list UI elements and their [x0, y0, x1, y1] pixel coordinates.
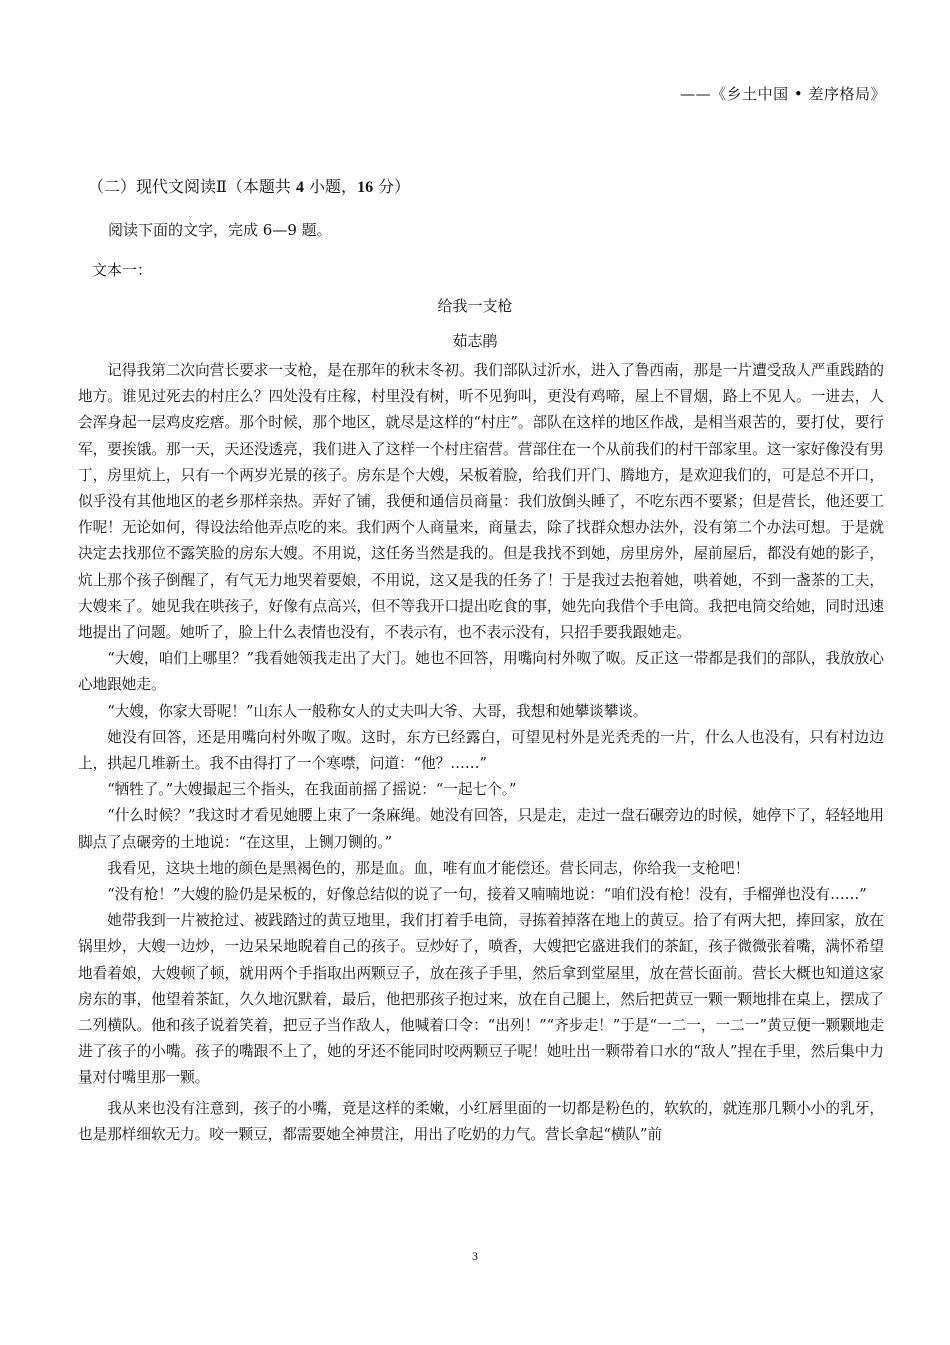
paragraph: 她没有回答，还是用嘴向村外呶了呶。这时，东方已经露白，可望见村外是光秃秃的一片，什么人也没有，只有村边边上，拱起几堆新土。我不由得打了一个寒噤，问道：“他？……”	[78, 728, 884, 773]
story-body	[78, 358, 884, 1148]
reading-instruction: 阅读下面的文字，完成 6—9 题。	[108, 221, 332, 239]
quote-attribution: ——《乡土中国 • 差序格局》	[680, 85, 886, 103]
paragraph: 她带我到一片被抢过、被践踏过的黄豆地里，我们打着手电筒，寻拣着掉落在地上的黄豆。拾了有两大把，捧回家，放在锅里炒，大嫂一边炒，一边呆呆地睨着自己的孩子。豆炒好了，喷香，大嫂把它盛进我们的茶缸，孩子微微张着嘴，满怀希望地看着娘，大嫂顿了顿，就用两个手指取出两颗豆子，放在孩子手里，然后拿到堂屋里，放在营长面前。营长大概也知道这家房东的事，他望着茶缸，久久地沉默着，最后，他把那孩子抱过来，放在自己腿上，然后把黄豆一颗一颗地排在桌上，摆成了二列横队。他和孩子说着笑着，把豆子当作敌人，他喊着口令：“出列！”“齐步走！”于是“一二一，一二一”黄豆便一颗颗地走进了孩子的小嘴。孩子的嘴跟不上了，她的牙还不能同时咬两颗豆子呢！她吐出一颗带着口水的“敌人”捏在手里，然后集中力量对付嘴里那一颗。	[78, 912, 884, 1087]
section-heading	[88, 174, 410, 197]
total-points: 16	[357, 179, 374, 196]
paragraph: “什么时候？”我这时才看见她腰上束了一条麻绳。她没有回答，只是走，走过一盘石碾旁边的时候，她停下了，轻轻地用脚点了点碾旁的土地说：“在这里，上铡刀铡的。”	[78, 807, 884, 851]
paragraph: “大嫂，咱们上哪里？”我看她领我走出了大门。她也不回答，用嘴向村外呶了呶。反正这一带都是我们的部队，我放放心心地跟她走。	[78, 650, 884, 694]
section-middle: 小题，	[303, 177, 358, 196]
section-prefix: （二）现代文阅读Ⅱ（本题共	[88, 177, 296, 196]
text-label: 文本一：	[92, 261, 153, 279]
question-count: 4	[295, 179, 304, 196]
page-number: 3	[472, 1249, 478, 1263]
paragraph: 我从来也没有注意到，孩子的小嘴，竟是这样的柔嫩，小红唇里面的一切都是粉色的，软软的，就连那几颗小小的乳牙，也是那样细软无力。咬一颗豆，都需要她全神贯注，用出了吃奶的力气。营长拿起“横队”前	[78, 1099, 884, 1143]
paragraph: “牺牲了。”大嫂撮起三个指头，在我面前摇了摇说：“一起七个。”	[107, 781, 517, 799]
section-suffix: 分）	[373, 177, 411, 196]
story-author: 茹志鹃	[452, 332, 498, 350]
paragraph: “大嫂，你家大哥呢！”山东人一般称女人的丈夫叫大爷、大哥，我想和她攀谈攀谈。	[107, 702, 648, 720]
story-title: 给我一支枪	[437, 297, 513, 315]
paragraph: 我看见，这块土地的颜色是黑褐色的，那是血。血，唯有血才能偿还。营长同志，你给我一支枪吧！	[107, 859, 750, 877]
paragraph: “没有枪！”大嫂的脸仍是呆板的，好像总结似的说了一句，接着又喃喃地说：“咱们没有枪！没有，手榴弹也没有……”	[107, 886, 867, 904]
paragraph: 记得我第二次向营长要求一支枪，是在那年的秋末冬初。我们部队过沂水，进入了鲁西南，那是一片遭受敌人严重践踏的地方。谁见过死去的村庄么？四处没有庄稼，村里没有树，听不见狗叫，更没有鸡啼，屋上不冒烟，路上不见人。一进去，人会浑身起一层鸡皮疙瘩。那个时候，那个地区，就尽是这样的“村庄”。部队在这样的地区作战，是相当艰苦的，要打仗，要行军，要挨饿。那一天，天还没透亮，我们进入了这样一个村庄宿营。营部住在一个从前我们的村干部家里。这一家好像没有男丁，房里炕上，只有一个两岁光景的孩子。房东是个大嫂，呆板着脸，给我们开门、腾地方，是欢迎我们的，可是总不开口，似乎没有其他地区的老乡那样亲热。弄好了铺，我便和通信员商量：我们放倒头睡了，不吃东西不要紧；但是营长，他还要工作呢！无论如何，得设法给他弄点吃的来。我们两个人商量来，商量去，除了找群众想办法外，没有第二个办法可想。于是就决定去找那位不露笑脸的房东大嫂。不用说，这任务当然是我的。但是我找不到她，房里房外，屋前屋后，都没有她的影子，炕上那个孩子倒醒了，有气无力地哭着要娘，不用说，这又是我的任务了！于是我过去抱着她，哄着她，不到一盏茶的工夫，大嫂来了。她见我在哄孩子，好像有点高兴，但不等我开口提出吃食的事，她先向我借个手电筒。我把电筒交给她，同时迅速地提出了问题。她听了，脸上什么表情也没有，不表示有，也不表示没有，只招手要我跟她走。	[78, 362, 884, 642]
